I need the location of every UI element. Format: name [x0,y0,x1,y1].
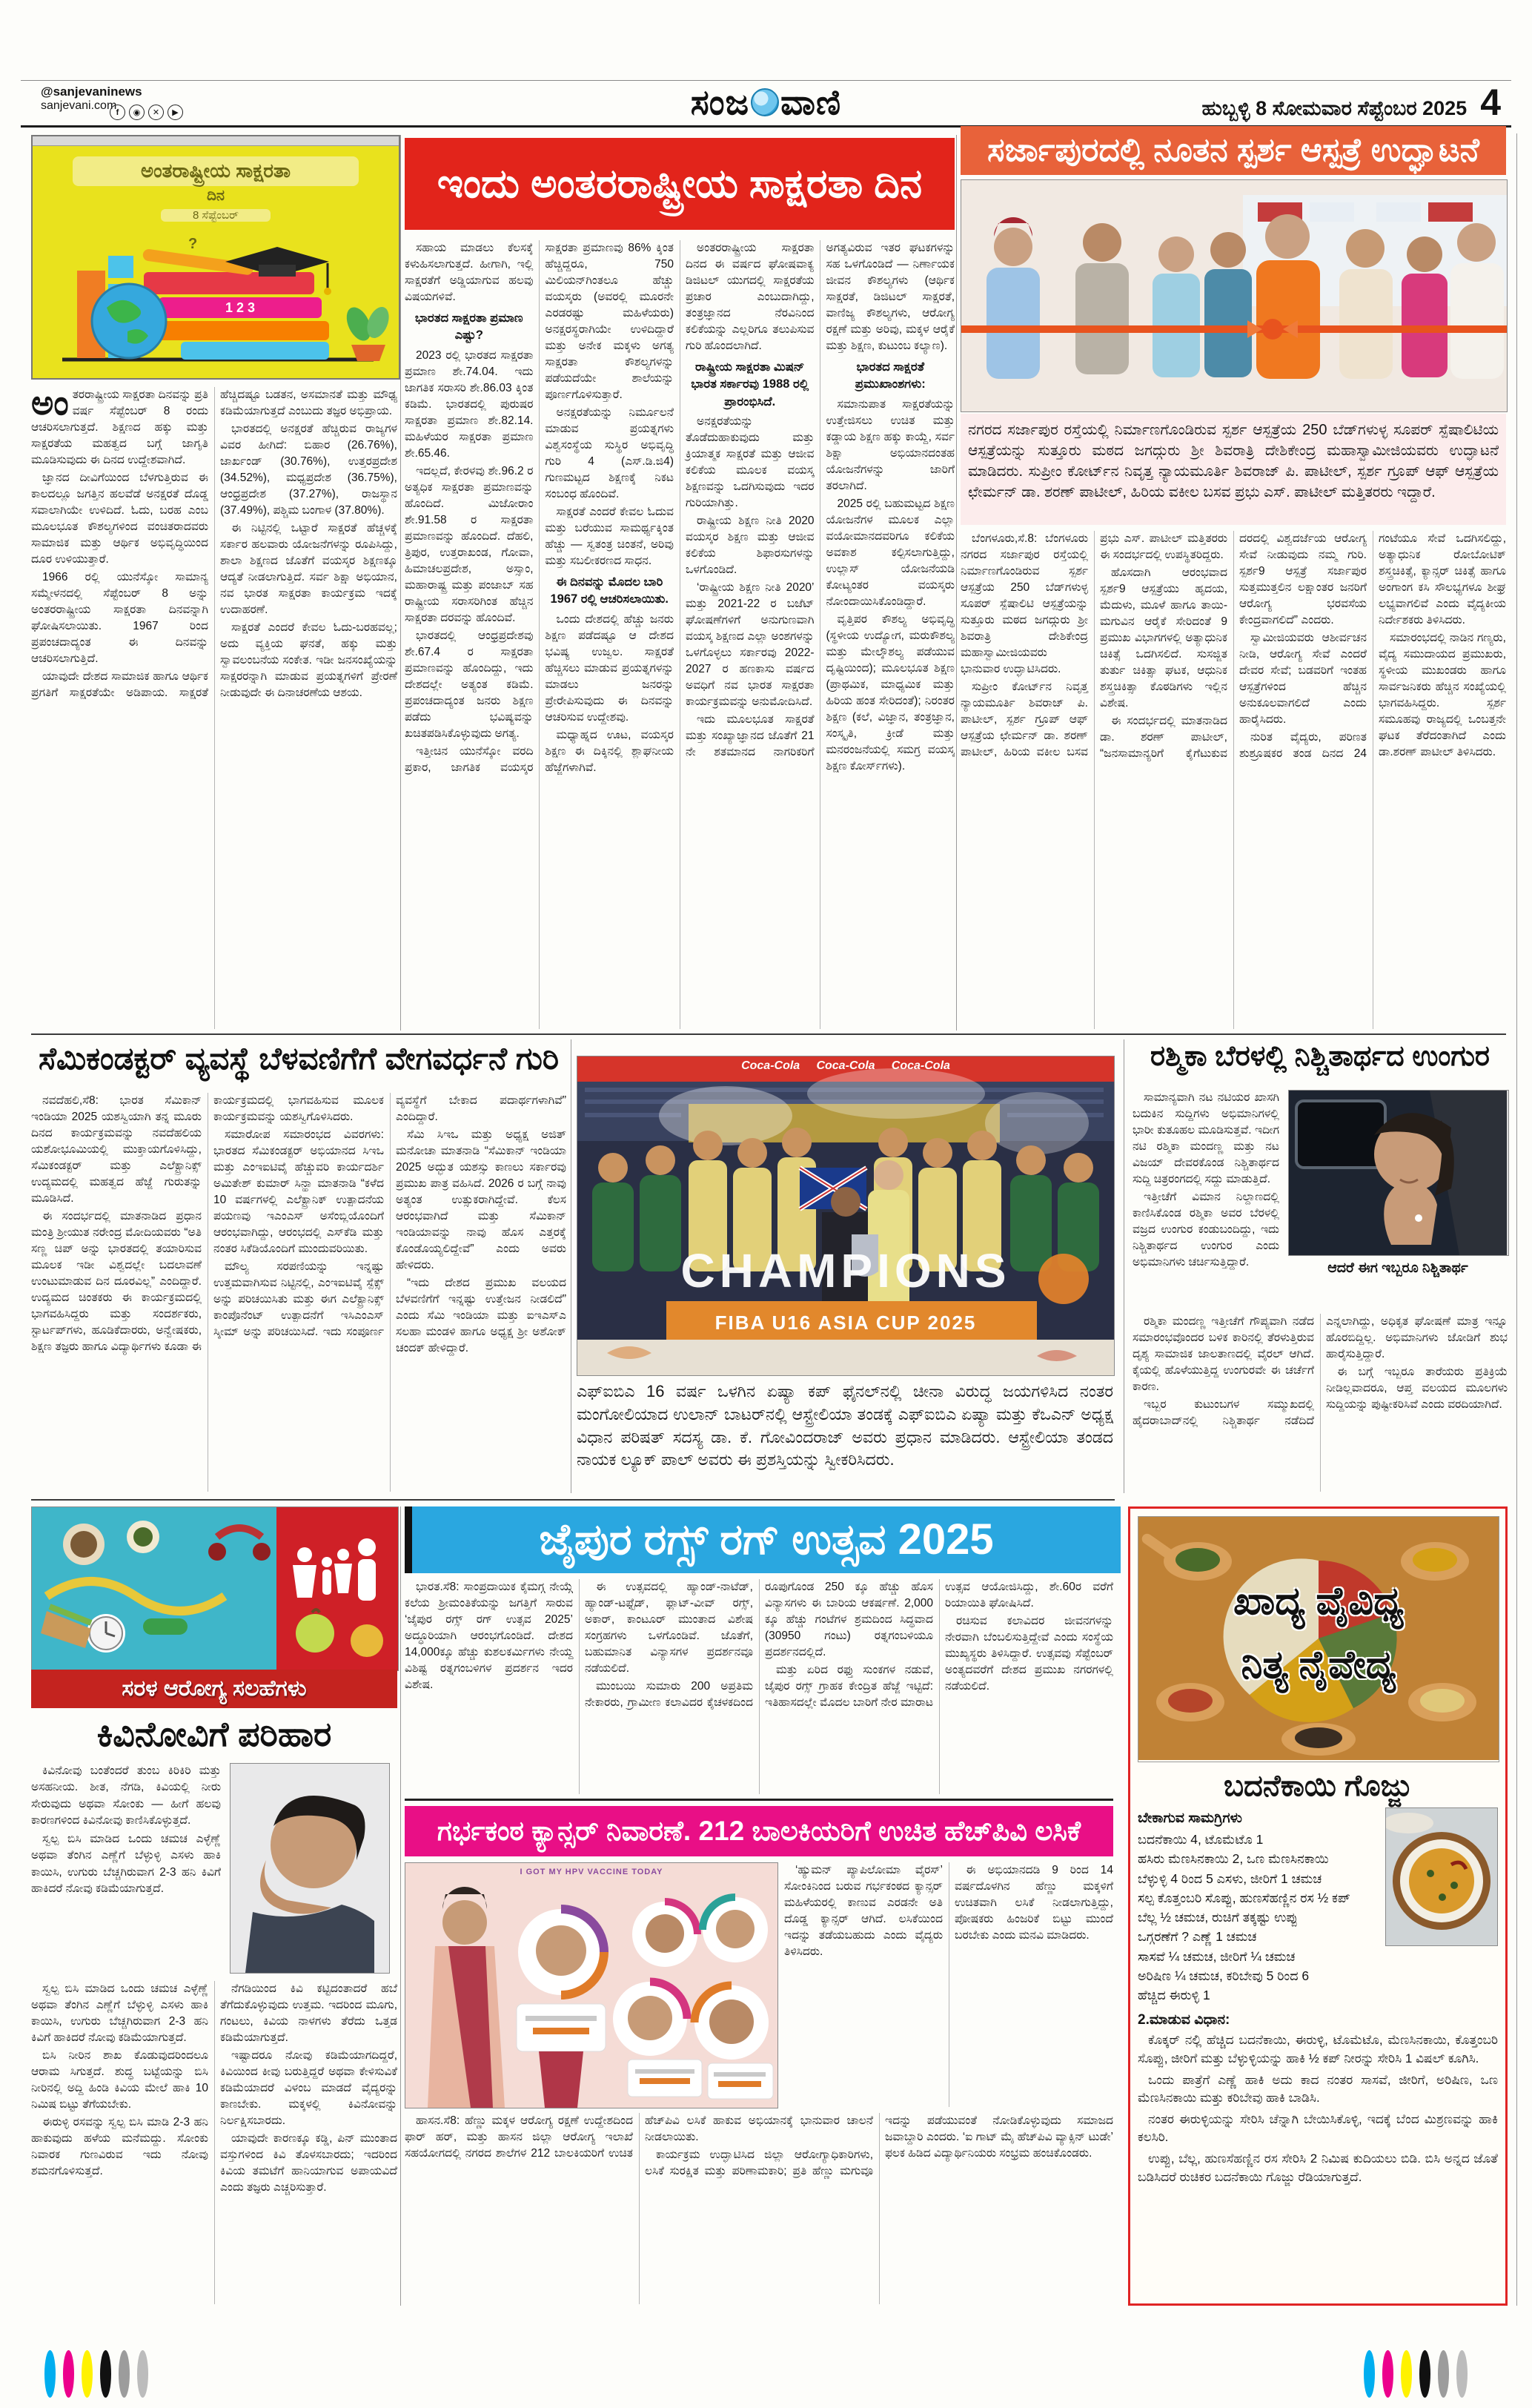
paragraph: ಯಾವುದೇ ದೇಶದ ಸಾಮಾಜಿಕ ಹಾಗೂ ಆರ್ಥಿಕ ಪ್ರಗತಿಗೆ ಸಾಕ್ಷರತೆಯೇ ಅಡಿಪಾಯ. ಸಾಕ್ಷರತೆ ಹೆಚ್ಚಿದಷ್ಟೂ ಬಡತನ, ಅಸಮಾನತೆ ಮತ್ತು ಮೌಢ್ಯ ಕಡಿಮೆಯಾಗುತ್ತದೆ ಎಂಬುದು ತಜ್ಞರ ಅಭಿಪ್ರಾಯ. [31,388,397,699]
paragraph: “ಇದು ದೇಶದ ಪ್ರಮುಖ ವಲಯದ ಬೆಳವಣಿಗೆಗೆ ಇನ್ನಷ್ಟು ಉತ್ತೇಜನ ನೀಡಲಿದೆ” ಎಂದು ಸೆಮಿ ಇಂಡಿಯಾ ಮತ್ತು ಐಇಎಸ್‌ಎ ಸಲಹಾ ಮಂಡಳಿ ಹಾಗೂ ಅಧ್ಯಕ್ಷ ಶ್ರೀ ಅಶೋಕ್ ಚಂದಕ್ ಹೇಳಿದ್ದಾರೆ. [396,1277,566,1354]
svg-text:1 2 3: 1 2 3 [225,300,256,315]
masthead-right: ವಾಣಿ [780,82,842,122]
spice-overlay-line2: ನಿತ್ಯ ನೈವೇದ್ಯ [1241,1644,1396,1687]
paragraph: ನೆಗಡಿಯಿಂದ ಕಿವಿ ಕಟ್ಟಿದಂತಾದರೆ ಹಬೆ ತೆಗೆದುಕೊಳ್ಳುವುದು ಉತ್ತಮ. ಇದರಿಂದ ಮೂಗು, ಗಂಟಲು, ಕಿವಿಯ ನಾಳಗಳು ತೆರೆದು ಒತ್ತಡ ಕಡಿಮೆಯಾಗುತ್ತದೆ. [220,1982,397,2044]
column-rule [956,135,957,1031]
paragraph: ಈ ಅಭಿಯಾನದಡಿ 9 ರಿಂದ 14 ವರ್ಷದೊಳಗಿನ ಹೆಣ್ಣು ಮಕ್ಕಳಿಗೆ ಉಚಿತವಾಗಿ ಲಸಿಕೆ ನೀಡಲಾಗುತ್ತಿದ್ದು, ಪೋಷಕರು ಹಿಂಜರಿಕೆ ಬಿಟ್ಟು ಮುಂದೆ ಬರಬೇಕು ಎಂದು ಮನವಿ ಮಾಡಿದರು. [955,1864,1113,1942]
yellow-mark [82,2350,93,2398]
jaipur-article [405,1579,1113,1794]
paragraph: ಈ ಸಂದರ್ಭದಲ್ಲಿ ಮಾತನಾಡಿದ ಪ್ರಧಾನ ಮಂತ್ರಿ ಶ್ರೀಯುತ ನರೇಂದ್ರ ಮೋದಿಯವರು “ಅತಿ ಸಣ್ಣ ಚಿಪ್ ಅನ್ನು ಭಾರತದಲ್ಲಿ ತಯಾರಿಸುವ ಮೂಲಕ ಇಡೀ ವಿಶ್ವದಲ್ಲೇ ಬದಲಾವಣೆ ಉಂಟುಮಾಡುವ ದಿನ ದೂರವಿಲ್ಲ” ಎಂದಿದ್ದಾರೆ. ಉದ್ಯಮದ ಚಿಂತಕರು ಈ ಕಾರ್ಯಕ್ರಮದಲ್ಲಿ ಭಾಗವಹಿಸಿದ್ದರು ಮತ್ತು ಸಂದರ್ಶಕರು, ಸ್ಟಾರ್ಟಪ್‌ಗಳು, ಹೂಡಿಕೆದಾರರು, ಅನ್ವೇಷಕರು, ಶಿಕ್ಷಣ ತಜ್ಞರು ಹಾಗೂ ವಿದ್ಯಾರ್ಥಿಗಳು ಕೂಡಾ ಈ ಕಾರ್ಯಕ್ರಮದಲ್ಲಿ ಭಾಗವಹಿಸುವ ಮೂಲಕ ಕಾರ್ಯಕ್ರಮವನ್ನು ಯಶಸ್ವಿಗೊಳಿಸಿದರು. [31,1094,384,1353]
paragraph: ಸಾಕ್ಷರತೆ ಎಂದರೆ ಕೇವಲ ಓದು-ಬರಹವಲ್ಲ; ಅದು ವ್ಯಕ್ತಿಯ ಘನತೆ, ಹಕ್ಕು ಮತ್ತು ಸ್ವಾವಲಂಬನೆಯ ಸಂಕೇತ. ಇಡೀ ಜನಸಂಖ್ಯೆಯನ್ನು ಸಾಕ್ಷರರನ್ನಾಗಿ ಮಾಡುವ ಪ್ರಯತ್ನಗಳಿಗೆ ಪ್ರೇರಣೆ ನೀಡುವುದೇ ಈ ದಿನಾಚರಣೆಯ ಆಶಯ. [220,621,397,699]
column-rule [400,1506,401,2306]
health-intro-row [31,1763,397,1975]
champions-text: CHAMPIONS [680,1244,1011,1297]
recipe-dish-photo [1385,1807,1498,1946]
hpv-bottom-text [405,2113,1113,2304]
band-text: ಸರಳ ಆರೋಗ್ಯ ಸಲಹೆಗಳು [122,1676,307,1701]
paragraph: ಕಾರ್ಯಕ್ರಮ ಉದ್ಘಾಟಿಸಿದ ಜಿಲ್ಲಾ ಆರೋಗ್ಯಾಧಿಕಾರಿಗಳು, ಲಸಿಕೆ ಸುರಕ್ಷಿತ ಮತ್ತು ಪರಿಣಾಮಕಾರಿ; ಪ್ರತಿ ಹೆಣ್ಣು ಮಗುವೂ ಇದನ್ನು ಪಡೆಯುವಂತೆ ನೋಡಿಕೊಳ್ಳುವುದು ಸಮಾಜದ ಜವಾಬ್ದಾರಿ ಎಂದರು. ‘ಐ ಗಾಟ್ ಮೈ ಹೆಚ್‌ಪಿವಿ ವ್ಯಾಕ್ಸಿನ್ ಟುಡೇ’ ಫಲಕ ಹಿಡಿದ ವಿದ್ಯಾರ್ಥಿನಿಯರು ಸಂಭ್ರಮ ಹಂಚಿಕೊಂಡರು. [645,2114,1113,2177]
yellow-mark [1401,2350,1412,2398]
illustration-top-bar [33,136,399,146]
paragraph: ಸಾಮಾನ್ಯವಾಗಿ ನಟ ನಟಿಯರ ಖಾಸಗಿ ಬದುಕಿನ ಸುದ್ದಿಗಳು ಅಭಿಮಾನಿಗಳಲ್ಲಿ ಭಾರೀ ಕುತೂಹಲ ಮೂಡಿಸುತ್ತವೆ. ಇದೀಗ ನಟಿ ರಶ್ಮಿಕಾ ಮಂದಣ್ಣ ಮತ್ತು ನಟ ವಿಜಯ್ ದೇವರಕೊಂಡ ನಿಶ್ಚಿತಾರ್ಥದ ಸುದ್ದಿ ಚಿತ್ರರಂಗದಲ್ಲಿ ಸದ್ದು ಮಾಡುತ್ತಿದೆ. [1133,1091,1279,1185]
cocacola-banner-text: Coca-Cola Coca-Cola Coca-Cola [741,1059,950,1072]
paragraph: ಇಷ್ಟಾದರೂ ನೋವು ಕಡಿಮೆಯಾಗದಿದ್ದರೆ, ಕಿವಿಯಿಂದ ಕೀವು ಬರುತ್ತಿದ್ದರೆ ಅಥವಾ ಕೇಳಿಸುವಿಕೆ ಕಡಿಮೆಯಾದರೆ ವಿಳಂಬ ಮಾಡದೆ ವೈದ್ಯರನ್ನು ಕಾಣಬೇಕು. ಮಕ್ಕಳಲ್ಲಿ ಕಿವಿನೋವನ್ನು ನಿರ್ಲಕ್ಷಿಸಬಾರದು. [220,2049,397,2127]
dateline: ಹುಬ್ಬಳ್ಳಿ 8 ಸೋಮವಾರ ಸೆಪ್ಟೆಂಬರ 2025 [1201,97,1468,119]
page-number: 4 [1480,82,1501,123]
headline-text: ಕಿವಿನೋವಿಗೆ ಪರಿಹಾರ [96,1715,332,1753]
headline-text: ಸೆಮಿಕಂಡಕ್ಟರ್ ವ್ಯವಸ್ಥೆ ಬೆಳವಣಿಗೆಗೆ ವೇಗವರ್ಧನೆ ಗುರಿ [38,1041,560,1076]
subhead-national-mission: ರಾಷ್ಟ್ರೀಯ ಸಾಕ್ಷರತಾ ಮಿಷನ್ ಭಾರತ ಸರ್ಕಾರವು 1988 ರಲ್ಲಿ ಪ್ರಾರಂಭಿಸಿದೆ. [691,360,809,408]
header-top-rule [21,80,1511,81]
lightgray-mark [137,2350,148,2398]
paragraph: ಬೆಂಗಳೂರು,ಸೆ.8: ಬೆಂಗಳೂರು ನಗರದ ಸರ್ಜಾಪುರ ರಸ್ತೆಯಲ್ಲಿ ನಿರ್ಮಾಣಗೊಂಡಿರುವ ಸ್ಪರ್ಶ ಆಸ್ಪತ್ರೆಯ 250 ಬೆಡ್‌ಗಳುಳ್ಳ ಸೂಪರ್ ಸ್ಪೆಷಾಲಿಟಿ ಆಸ್ಪತ್ರೆಯನ್ನು ಸುತ್ತೂರು ಮಠದ ಜಗದ್ಗುರು ಶ್ರೀ ಶಿವರಾತ್ರಿ ದೇಶಿಕೇಂದ್ರ ಮಹಾಸ್ವಾಮೀಜಿಯವರು ಭಾನುವಾರ ಉದ್ಘಾಟಿಸಿದರು. [961,532,1088,675]
hpv-headline: ಗರ್ಭಕಂಠ ಕ್ಯಾನ್ಸರ್ ನಿವಾರಣೆ. 212 ಬಾಲಕಿಯರಿಗೆ ಉಚಿತ ಹೆಚ್‌ಪಿವಿ ಲಸಿಕೆ [437,1815,1081,1846]
ingredient: ಬದನೆಕಾಯಿ 4, ಟೊಮೆಟೊ 1 [1138,1832,1264,1847]
ingredient: ಹೆಚ್ಚಿದ ಈರುಳ್ಳಿ 1 [1138,1988,1210,2002]
paragraph: ಈ ನಿಟ್ಟಿನಲ್ಲಿ ಒಟ್ಟಾರೆ ಸಾಕ್ಷರತೆ ಹೆಚ್ಚಳಕ್ಕೆ ಸರ್ಕಾರ ಹಲವಾರು ಯೋಜನೆಗಳನ್ನು ರೂಪಿಸಿದ್ದು, ಶಾಲಾ ಶಿಕ್ಷಣದ ಜೊತೆಗೆ ವಯಸ್ಕರ ಶಿಕ್ಷಣಕ್ಕೂ ಆದ್ಯತೆ ನೀಡಲಾಗುತ್ತಿದೆ. ಸರ್ವ ಶಿಕ್ಷಾ ಅಭಿಯಾನ, ನವ ಭಾರತ ಸಾಕ್ಷರತಾ ಕಾರ್ಯಕ್ರಮ ಇದಕ್ಕೆ ಉದಾಹರಣೆ. [220,522,397,616]
paragraph: ಅಂತರರಾಷ್ಟ್ರೀಯ ಸಾಕ್ಷರತಾ ದಿನದ ಈ ವರ್ಷದ ಘೋಷವಾಕ್ಯ ಡಿಜಿಟಲ್ ಯುಗದಲ್ಲಿ ಸಾಕ್ಷರತೆಯ ಪ್ರಚಾರ ಎಂಬುದಾಗಿದ್ದು, ತಂತ್ರಜ್ಞಾನದ ನೆರವಿನಿಂದ ಕಲಿಕೆಯನ್ನು ಎಲ್ಲರಿಗೂ ತಲುಪಿಸುವ ಗುರಿ ಹೊಂದಲಾಗಿದೆ. [686,242,815,352]
illustration-title: ಅಂತರಾಷ್ಟ್ರೀಯ ಸಾಕ್ಷರತಾ [73,156,358,186]
social-handle: @sanjevaninews [41,85,142,99]
paragraph: ‘ಹ್ಯುಮನ್ ಪ್ಯಾಪಿಲೋಮಾ ವೈರಸ್’ ಸೋಂಕಿನಿಂದ ಬರುವ ಗರ್ಭಕಂಠದ ಕ್ಯಾನ್ಸರ್ ಮಹಿಳೆಯರಲ್ಲಿ ಕಾಣುವ ಎರಡನೇ ಅತಿ ದೊಡ್ಡ ಕ್ಯಾನ್ಸರ್ ಆಗಿದೆ. ಲಸಿಕೆಯಿಂದ ಇದನ್ನು ತಡೆಯಬಹುದು ಎಂದು ವೈದ್ಯರು ತಿಳಿಸಿದರು. [784,1864,943,1958]
literacy-left-article [31,387,397,1029]
paragraph: ಜ್ಞಾನದ ದೀವಿಗೆಯಿಂದ ಬೆಳಗುತ್ತಿರುವ ಈ ಕಾಲದಲ್ಲೂ ಜಗತ್ತಿನ ಹಲವೆಡೆ ಅನಕ್ಷರತೆ ದೊಡ್ಡ ಸವಾಲಾಗಿಯೇ ಉಳಿದಿದೆ. ಓದು, ಬರಹ ಎಂಬ ಮೂಲಭೂತ ಕೌಶಲ್ಯಗಳಿಂದ ವಂಚಿತರಾದವರು ಸಾಮಾಜಿಕ ಮತ್ತು ಆರ್ಥಿಕ ಅಭಿವೃದ್ಧಿಯಿಂದ ದೂರ ಉಳಿಯುತ್ತಾರೆ. [31,472,208,566]
paragraph: ಸಾಕ್ಷರತೆ ಎಂದರೆ ಕೇವಲ ಓದುವ ಮತ್ತು ಬರೆಯುವ ಸಾಮರ್ಥ್ಯಕ್ಕಿಂತ ಹೆಚ್ಚು — ಸ್ವತಂತ್ರ ಚಿಂತನೆ, ಅರಿವು ಮತ್ತು ಸಬಲೀಕರಣದ ಸಾಧನ. [545,506,674,567]
hpv-side-text [784,1862,1113,2107]
method-step: ಒಂದು ಪಾತ್ರೆಗೆ ಎಣ್ಣೆ ಹಾಕಿ ಅದು ಕಾದ ನಂತರ ಸಾಸವೆ, ಜೀರಿಗೆ, ಅರಿಷಿಣ, ಒಣ ಮೆಣಸಿನಕಾಯಿ ಮತ್ತು ಕರಿಬೇವು ಹಾಕಿ ಬಾಡಿಸಿ. [1138,2072,1498,2106]
hospital-article [961,531,1506,1029]
paragraph: ಇತ್ತೀಚೆಗೆ ವಿಮಾನ ನಿಲ್ದಾಣದಲ್ಲಿ ಕಾಣಿಸಿಕೊಂಡ ರಶ್ಮಿಕಾ ಅವರ ಬೆರಳಲ್ಲಿ ವಜ್ರದ ಉಂಗುರ ಕಂಡುಬಂದಿದ್ದು, ಇದು ನಿಶ್ಚಿತಾರ್ಥದ ಉಂಗುರ ಎಂದು ಅಭಿಮಾನಿಗಳು ಚರ್ಚಿಸುತ್ತಿದ್ದಾರೆ. [1133,1191,1279,1268]
method-list [1138,2031,1498,2186]
gray-mark [119,2350,130,2398]
paragraph: ಇದಲ್ಲದೆ, ಕೇರಳವು ಶೇ.96.2 ರ ಅತ್ಯಧಿಕ ಸಾಕ್ಷರತಾ ಪ್ರಮಾಣವನ್ನು ಹೊಂದಿದೆ. ಮಿಜೋರಾಂ ಶೇ.91.58 ರ ಸಾಕ್ಷರತಾ ಪ್ರಮಾಣವನ್ನು ಹೊಂದಿದೆ. ದೆಹಲಿ, ತ್ರಿಪುರ, ಉತ್ತರಾಖಂಡ, ಗೋವಾ, ಹಿಮಾಚಲಪ್ರದೇಶ, ಅಸ್ಸಾಂ, ಮಹಾರಾಷ್ಟ್ರ ಮತ್ತು ಪಂಜಾಬ್ ಸಹ ರಾಷ್ಟ್ರೀಯ ಸರಾಸರಿಗಿಂತ ಹೆಚ್ಚಿನ ಸಾಕ್ಷರತಾ ದರವನ್ನು ಹೊಂದಿವೆ. [405,464,534,624]
paragraph: ಹೊಸದಾಗಿ ಆರಂಭವಾದ ಸ್ಪರ್ಶ9 ಆಸ್ಪತ್ರೆಯು ಹೃದಯ, ಮೆದುಳು, ಮೂಳೆ ಹಾಗೂ ತಾಯಿ-ಮಗುವಿನ ಆರೈಕೆ ಸೇರಿದಂತೆ 9 ಪ್ರಮುಖ ವಿಭಾಗಗಳಲ್ಲಿ ಅತ್ಯಾಧುನಿಕ ಚಿಕಿತ್ಸೆ ಒದಗಿಸಲಿದೆ. ಸುಸಜ್ಜಿತ ತುರ್ತು ಚಿಕಿತ್ಸಾ ಘಟಕ, ಆಧುನಿಕ ಶಸ್ತ್ರಚಿಕಿತ್ಸಾ ಕೊಠಡಿಗಳು ಇಲ್ಲಿನ ವಿಶೇಷ. [1100,566,1227,710]
section-rule [405,1799,1113,1801]
semicon-article [31,1093,566,1492]
paragraph: ರಚಿಸುವ ಕಲಾವಿದರ ಜೀವನಗಳನ್ನು ನೇರವಾಗಿ ಬೆಂಬಲಿಸುತ್ತಿದ್ದೇವೆ ಎಂದು ಸಂಸ್ಥೆಯ ಮುಖ್ಯಸ್ಥರು ತಿಳಿಸಿದ್ದಾರೆ. ಉತ್ಸವವು ಸೆಪ್ಟೆಂಬರ್ ಅಂತ್ಯದವರೆಗೆ ದೇಶದ ಪ್ರಮುಖ ನಗರಗಳಲ್ಲಿ ನಡೆಯಲಿದೆ. [945,1615,1113,1693]
paragraph: ಅನಕ್ಷರತೆಯನ್ನು ನಿರ್ಮೂಲನೆ ಮಾಡುವ ಪ್ರಯತ್ನಗಳು ವಿಶ್ವಸಂಸ್ಥೆಯ ಸುಸ್ಥಿರ ಅಭಿವೃದ್ಧಿ ಗುರಿ 4 (ಎಸ್.ಡಿ.ಜಿ4) ಗುಣಮಟ್ಟದ ಶಿಕ್ಷಣಕ್ಕೆ ನಿಕಟ ಸಂಬಂಧ ಹೊಂದಿವೆ. [545,406,674,500]
ingredient: ಹಸಿರು ಮೆಣಸಿನಕಾಯಿ 2, ಒಣ ಮೆಣಸಿನಕಾಯಿ [1138,1851,1329,1867]
rashmika-headline [1133,1041,1508,1073]
paragraph: 1966 ರಲ್ಲಿ ಯುನೆಸ್ಕೋ ಸಾಮಾನ್ಯ ಸಮ್ಮೇಳನದಲ್ಲಿ ಸೆಪ್ಟೆಂಬರ್ 8 ಅನ್ನು ಅಂತರರಾಷ್ಟ್ರೀಯ ಸಾಕ್ಷರತಾ ದಿನವನ್ನಾಗಿ ಘೋಷಿಸಲಾಯಿತು. 1967 ರಿಂದ ಪ್ರಪಂಚದಾದ್ಯಂತ ಈ ದಿನವನ್ನು ಆಚರಿಸಲಾಗುತ್ತಿದೆ. [31,571,208,665]
caption-text: ನಗರದ ಸರ್ಜಾಪುರ ರಸ್ತೆಯಲ್ಲಿ ನಿರ್ಮಾಣಗೊಂಡಿರುವ ಸ್ಪರ್ಶ ಆಸ್ಪತ್ರೆಯ 250 ಬೆಡ್‌ಗಳುಳ್ಳ ಸೂಪರ್ ಸ್ಪೆಷಾಲಿಟಿಯ ಆಸ್ಪತ್ರೆಯನ್ನು ಸುತ್ತೂರು ಮಠದ ಜಗದ್ಗುರು ಶ್ರೀ ಶಿವರಾತ್ರಿ ದೇಶಿಕೇಂದ್ರ ಮಹಾಸ್ವಾಮೀಜಿಯವರು ಉದ್ಘಾಟನೆ ಮಾಡಿದರು. ಸುಪ್ರೀಂ ಕೋರ್ಟ್‌ನ ನಿವೃತ್ತ ನ್ಯಾಯಮೂರ್ತಿ ಶಿವರಾಜ್ ಪಿ. ಪಾಟೀಲ್, ಸ್ಪರ್ಶ ಗ್ರೂಪ್ ಆಫ್ ಆಸ್ಪತ್ರೆಯ ಛೇರ್ಮನ್ ಡಾ. ಶರಣ್ ಪಾಟೀಲ್, ಹಿರಿಯ ವಕೀಲ ಬಸವ ಪ್ರಭು ಎಸ್. ಪಾಟೀಲ್ ಮತ್ತಿತರರು ಇದ್ದಾರೆ. [968,422,1499,500]
method-step: ಉಪ್ಪು, ಬೆಲ್ಲ, ಹುಣಸೆಹಣ್ಣಿನ ರಸ ಸೇರಿಸಿ 2 ನಿಮಿಷ ಕುದಿಯಲು ಬಿಡಿ. ಬಿಸಿ ಅನ್ನದ ಜೊತೆ ಬಡಿಸಿದರೆ ರುಚಿಕರ ಬದನೆಕಾಯಿ ಗೊಜ್ಜು ರೆಡಿಯಾಗುತ್ತದೆ. [1138,2151,1498,2184]
books-globe-graphic [33,226,399,367]
paragraph: ಸ್ವಲ್ಪ ಬಿಸಿ ಮಾಡಿದ ಒಂದು ಚಮಚ ಎಳ್ಳೆಣ್ಣೆ ಅಥವಾ ತೆಂಗಿನ ಎಣ್ಣೆಗೆ ಬೆಳ್ಳುಳ್ಳಿ ಎಸಳು ಹಾಕಿ ಕಾಯಿಸಿ, ಉಗುರು ಬೆಚ್ಚಗಿರುವಾಗ 2-3 ಹನಿ ಕಿವಿಗೆ ಹಾಕಿದರೆ ನೋವು ಕಡಿಮೆಯಾಗುತ್ತದೆ. [31,1982,208,2044]
section-rule [31,1499,1115,1501]
ingredient: ಸಾಸವೆ ¼ ಚಮಚ, ಜೀರಿಗೆ ¼ ಚಮಚ [1138,1948,1296,1964]
health-headline [31,1714,397,1756]
ingredient: ಸಲ್ಪ ಕೊತ್ತಂಬರಿ ಸೊಪ್ಪು, ಹುಣಸೆಹಣ್ಣಿನ ರಸ ½ ಕಪ್ [1138,1890,1350,1905]
paragraph: ರಶ್ಮಿಕಾ ಮಂದಣ್ಣ ಇತ್ತೀಚೆಗೆ ಗೌಪ್ಯವಾಗಿ ನಡೆದ ಸಮಾರಂಭವೊಂದರ ಬಳಿಕ ಕಾರಿನಲ್ಲಿ ತೆರಳುತ್ತಿರುವ ದೃಶ್ಯ ಸಾಮಾಜಿಕ ಜಾಲತಾಣದಲ್ಲಿ ವೈರಲ್ ಆಗಿದೆ. ಕೈಯಲ್ಲಿ ಹೊಳೆಯುತ್ತಿದ್ದ ಉಂಗುರವೇ ಈ ಚರ್ಚೆಗೆ ಕಾರಣ. [1133,1315,1314,1393]
hospital-headline: ಸರ್ಜಾಪುರದಲ್ಲಿ ನೂತನ ಸ್ಪರ್ಶ ಆಸ್ಪತ್ರೆ ಉದ್ಘಾಟನೆ [987,132,1479,168]
hospital-inauguration-photo [961,179,1508,412]
literacy-headline: ಇಂದು ಅಂತರರಾಷ್ಟ್ರೀಯ ಸಾಕ್ಷರತಾ ದಿನ [437,161,923,206]
semicon-headline [31,1041,566,1077]
health-montage-photo [31,1506,399,1671]
rashmika-photo-stack [1288,1090,1508,1306]
rashmika-photo [1288,1090,1509,1256]
paragraph: ಇತ್ತೀಚಿನ ಯುನೆಸ್ಕೋ ವರದಿ ಪ್ರಕಾರ, ಜಾಗತಿಕ ವಯಸ್ಕರ ಸಾಕ್ಷರತಾ ಪ್ರಮಾಣವು 86% ಕ್ಕಿಂತ ಹೆಚ್ಚಿದ್ದರೂ, 750 ಮಿಲಿಯನ್‌ಗಿಂತಲೂ ಹೆಚ್ಚು ವಯಸ್ಕರು (ಅವರಲ್ಲಿ ಮೂರನೇ ಎರಡರಷ್ಟು ಮಹಿಳೆಯರು) ಅನಕ್ಷರಸ್ಥರಾಗಿಯೇ ಉಳಿದಿದ್ದಾರೆ ಮತ್ತು ಅನೇಕ ಮಕ್ಕಳು ಅಗತ್ಯ ಸಾಕ್ಷರತಾ ಕೌಶಲ್ಯಗಳನ್ನು ಪಡೆಯದೆಯೇ ಶಾಲೆಯನ್ನು ಪೂರ್ಣಗೊಳಿಸುತ್ತಾರೆ. [405,242,674,774]
gray-mark [1438,2350,1449,2398]
paragraph: ಸ್ವಲ್ಪ ಬಿಸಿ ಮಾಡಿದ ಒಂದು ಚಮಚ ಎಳ್ಳೆಣ್ಣೆ ಅಥವಾ ತೆಂಗಿನ ಎಣ್ಣೆಗೆ ಬೆಳ್ಳುಳ್ಳಿ ಎಸಳು ಹಾಕಿ ಕಾಯಿಸಿ, ಉಗುರು ಬೆಚ್ಚಗಿರುವಾಗ 2-3 ಹನಿ ಕಿವಿಗೆ ಹಾಕಿದರೆ ನೋವು ಕಡಿಮೆಯಾಗುತ್ತದೆ. [31,1832,221,1896]
health-band [31,1670,397,1708]
caption-text: ಎಫ್‌ಐಬಿಎ 16 ವರ್ಷ ಒಳಗಿನ ಏಷ್ಯಾ ಕಪ್ ಫೈನಲ್‌ನಲ್ಲಿ ಚೀನಾ ವಿರುದ್ಧ ಜಯಗಳಿಸಿದ ನಂತರ ಮಂಗೋಲಿಯಾದ ಉಲಾನ್ ಬಾಟರ್‌ನಲ್ಲಿ ಆಸ್ಟ್ರೇಲಿಯಾ ತಂಡಕ್ಕೆ ಎಫ್‌ಐಬಿಎ ಏಷ್ಯಾ ಮತ್ತು ಕೆಒಎನ್ ಅಧ್ಯಕ್ಷ ವಿಧಾನ ಪರಿಷತ್ ಸದಸ್ಯ ಡಾ. ಕೆ. ಗೋವಿಂದರಾಜ್ ಅವರು ಪ್ರಧಾನ ಮಾಡಿದರು. ಆಸ್ಟ್ರೇಲಿಯಾ ತಂಡದ ನಾಯಕ ಲ್ಯೂಕ್ ಪಾಲ್ ಅವರು ಈ ಪ್ರಶಸ್ತಿಯನ್ನು ಸ್ವೀಕರಿಸಿದರು. [577,1382,1113,1469]
paragraph: ನವದೆಹಲಿ,ಸೆ8: ಭಾರತ ಸೆಮಿಕಾನ್ ಇಂಡಿಯಾ 2025 ಯಶಸ್ವಿಯಾಗಿ ತನ್ನ ಮೂರು ದಿನದ ಕಾರ್ಯಕ್ರಮವನ್ನು ನವದೆಹಲಿಯ ಯಶೋಭೂಮಿಯಲ್ಲಿ ಮುಕ್ತಾಯಗೊಳಿಸಿದ್ದು, ಸೆಮಿಕಂಡಕ್ಟರ್ ಮತ್ತು ಎಲೆಕ್ಟ್ರಾನಿಕ್ಸ್ ಉದ್ಯಮದಲ್ಲಿ ಮಹತ್ವದ ಹೆಜ್ಜೆ ಗುರುತನ್ನು ಮೂಡಿಸಿದೆ. [31,1094,202,1205]
illustration-subtitle: ದಿನ [206,188,225,204]
magenta-mark [63,2350,74,2398]
facebook-icon: f [110,105,125,120]
placard-text: I GOT MY HPV VACCINE TODAY [520,1868,663,1876]
paragraph: ಸಮಾರೋಪ ಸಮಾರಂಭದ ವಿವರಗಳು: ಭಾರತದ ಸೆಮಿಕಂಡಕ್ಟರ್ ಅಭಿಯಾನದ ಸಿಇಒ ಮತ್ತು ಎಂಇಐಟಿವೈ ಹೆಚ್ಚುವರಿ ಕಾರ್ಯದರ್ಶಿ ಅಮಿತೇಶ್ ಕುಮಾರ್ ಸಿನ್ಹಾ ಮಾತನಾಡಿ “ಕಳೆದ 10 ವರ್ಷಗಳಲ್ಲಿ ಎಲೆಕ್ಟ್ರಾನಿಕ್ ಉತ್ಪಾದನೆಯ ಪಯಣವು ಇಎಂಎಸ್ ಅಸೆಂಬ್ಲಿಯೊಂದಿಗೆ ಆರಂಭವಾಗಿದ್ದು, ಆರಂಭದಲ್ಲಿ ಎಸ್‌ಕೆಡಿ ಮತ್ತು ನಂತರ ಸಿಕೆಡಿಯೊಂದಿಗೆ ಮುಂದುವರಿಯಿತು. [213,1128,384,1255]
subhead-first-observed: ಈ ದಿನವನ್ನು ಮೊದಲ ಬಾರಿ 1967 ರಲ್ಲಿ ಆಚರಿಸಲಾಯಿತು. [550,575,669,606]
globe-icon [751,88,779,116]
paragraph: ಹಾಸನ.ಸೆ8: ಹೆಣ್ಣು ಮಕ್ಕಳ ಆರೋಗ್ಯ ರಕ್ಷಣೆ ಉದ್ದೇಶದಿಂದ ಫಾರ್ ಹರ್, ಮತ್ತು ಹಾಸನ ಜಿಲ್ಲಾ ಆರೋಗ್ಯ ಇಲಾಖೆ ಸಹಯೋಗದಲ್ಲಿ ನಗರದ ಶಾಲೆಗಳ 212 ಬಾಲಕಿಯರಿಗೆ ಉಚಿತ ಹೆಚ್‌ಪಿವಿ ಲಸಿಕೆ ಹಾಕುವ ಅಭಿಯಾನಕ್ಕೆ ಭಾನುವಾರ ಚಾಲನೆ ನೀಡಲಾಯಿತು. [405,2114,873,2160]
illustration-date: 8 ಸೆಪ್ಟೆಂಬರ್ [161,209,271,222]
rashmika-top-row [1133,1090,1508,1306]
paragraph: ಇದು ಮೂಲಭೂತ ಸಾಕ್ಷರತೆ ಮತ್ತು ಸಂಖ್ಯಾಜ್ಞಾನದ ಜೊತೆಗೆ 21 ನೇ ಶತಮಾನದ ನಾಗರಿಕರಿಗೆ ಅಗತ್ಯವಿರುವ ಇತರ ಘಟಕಗಳನ್ನು ಸಹ ಒಳಗೊಂಡಿದೆ — ನಿರ್ಣಾಯಕ ಜೀವನ ಕೌಶಲ್ಯಗಳು (ಆರ್ಥಿಕ ಸಾಕ್ಷರತೆ, ಡಿಜಿಟಲ್ ಸಾಕ್ಷರತೆ, ವಾಣಿಜ್ಯ ಕೌಶಲ್ಯಗಳು, ಆರೋಗ್ಯ ರಕ್ಷಣೆ ಮತ್ತು ಅರಿವು, ಮಕ್ಕಳ ಆರೈಕೆ ಮತ್ತು ಶಿಕ್ಷಣ, ಕುಟುಂಬ ಕಲ್ಯಾಣ). [686,242,955,759]
literacy-day-illustration [31,135,400,380]
paragraph: ಮಧ್ಯಾಹ್ನದ ಊಟ, ವಯಸ್ಕರ ಶಿಕ್ಷಣ ಈ ದಿಕ್ಕಿನಲ್ಲಿ ಶ್ಲಾಘನೀಯ ಹೆಜ್ಜೆಗಳಾಗಿವೆ. [545,728,674,774]
black-mark [1419,2350,1430,2398]
paragraph: ಯಾವುದೇ ಕಾರಣಕ್ಕೂ ಕಡ್ಡಿ, ಪಿನ್ ಮುಂತಾದ ವಸ್ತುಗಳಿಂದ ಕಿವಿ ತೊಳಸಬಾರದು; ಇದರಿಂದ ಕಿವಿಯ ತಮಟೆಗೆ ಹಾನಿಯಾಗುವ ಅಪಾಯವಿದೆ ಎಂದು ತಜ್ಞರು ಎಚ್ಚರಿಸುತ್ತಾರೆ. [220,2132,397,2194]
paragraph: ಇಬ್ಬರ ಕುಟುಂಬಗಳ ಸಮ್ಮುಖದಲ್ಲಿ ಹೈದರಾಬಾದ್‌ನಲ್ಲಿ ನಿಶ್ಚಿತಾರ್ಥ ನಡೆದಿದೆ ಎನ್ನಲಾಗಿದ್ದು, ಅಧಿಕೃತ ಘೋಷಣೆ ಮಾತ್ರ ಇನ್ನೂ ಹೊರಬಿದ್ದಿಲ್ಲ. ಅಭಿಮಾನಿಗಳು ಜೋಡಿಗೆ ಶುಭ ಹಾರೈಸುತ್ತಿದ್ದಾರೆ. [1133,1315,1508,1427]
method-step: ಕೊಕ್ಕರ್ ನಲ್ಲಿ ಹೆಚ್ಚಿದ ಬದನೆಕಾಯಿ, ಈರುಳ್ಳಿ, ಟೊಮೆಟೊ, ಮೆಣಸಿನಕಾಯಿ, ಕೊತ್ತಂಬರಿ ಸೊಪ್ಪು, ಜೀರಿಗೆ ಮತ್ತು ಬೆಳ್ಳುಳ್ಳಿಯನ್ನು ಹಾಕಿ ½ ಕಪ್ ನೀರನ್ನು ಸೇರಿಸಿ 1 ವಿಷಲ್ ಕೂಗಿಸಿ. [1138,2033,1498,2065]
ingredient: ಒಗ್ಗರಣೆಗೆ ? ಎಣ್ಣೆ 1 ಚಮಚ [1138,1929,1257,1945]
hospital-photo-caption [961,414,1506,525]
section-rule [31,1033,1506,1035]
paragraph: ಸಮಾನುಪಾತ ಸಾಕ್ಷರತೆಯನ್ನು ಉತ್ತೇಜಿಸಲು ಉಚಿತ ಮತ್ತು ಕಡ್ಡಾಯ ಶಿಕ್ಷಣ ಹಕ್ಕು ಕಾಯ್ದೆ, ಸರ್ವ ಶಿಕ್ಷಾ ಅಭಿಯಾನದಂತಹ ಯೋಜನೆಗಳನ್ನು ಜಾರಿಗೆ ತರಲಾಗಿದೆ. [826,397,955,492]
paragraph: ಕಿವಿನೋವು ಬಂತೆಂದರೆ ತುಂಬ ಕಿರಿಕಿರಿ ಮತ್ತು ಅಸಹನೀಯ. ಶೀತ, ನೆಗಡಿ, ಕಿವಿಯಲ್ಲಿ ನೀರು ಸೇರುವುದು ಅಥವಾ ಸೋಂಕು — ಹೀಗೆ ಹಲವು ಕಾರಣಗಳಿಂದ ಕಿವಿನೋವು ಕಾಣಿಸಿಕೊಳ್ಳುತ್ತದೆ. [31,1764,221,1828]
paragraph: ವೃತ್ತಿಪರ ಕೌಶಲ್ಯ ಅಭಿವೃದ್ಧಿ (ಸ್ಥಳೀಯ ಉದ್ಯೋಗ, ಮರುಕೌಶಲ್ಯ ಮತ್ತು ಮೇಲ್ಕೌಶಲ್ಯ ಪಡೆಯುವ ದೃಷ್ಟಿಯಿಂದ); ಮೂಲಭೂತ ಶಿಕ್ಷಣ (ಪ್ರಾಥಮಿಕ, ಮಾಧ್ಯಮಿಕ ಮತ್ತು ಹಿರಿಯ ಹಂತ ಸೇರಿದಂತೆ); ನಿರಂತರ ಶಿಕ್ಷಣ (ಕಲೆ, ವಿಜ್ಞಾನ, ತಂತ್ರಜ್ಞಾನ, ಸಂಸ್ಕೃತಿ, ಕ್ರೀಡೆ ಮತ್ತು ಮನರಂಜನೆಯಲ್ಲಿ ಸಮಗ್ರ ವಯಸ್ಕ ಶಿಕ್ಷಣ ಕೋರ್ಸ್‌ಗಳು). [826,612,955,773]
hpv-vaccination-photo [405,1862,778,2108]
registration-marks-left [44,2350,148,2398]
hospital-headline-banner [961,126,1506,175]
spice-overlay-line1: ಖಾದ್ಯ ವೈವಿಧ್ಯ [1233,1580,1404,1623]
subhead-highlights: ಭಾರತದ ಸಾಕ್ಷರತೆ ಪ್ರಮುಖಾಂಶಗಳು: [855,360,926,391]
page-edge-rule [1516,133,1517,2306]
paragraph: 2023 ರಲ್ಲಿ ಭಾರತದ ಸಾಕ್ಷರತಾ ಪ್ರಮಾಣ ಶೇ.74.04. ಇದು ಜಾಗತಿಕ ಸರಾಸರಿ ಶೇ.86.03 ಕ್ಕಿಂತ ಕಡಿಮೆ. ಭಾರತದಲ್ಲಿ ಪುರುಷರ ಸಾಕ್ಷರತಾ ಪ್ರಮಾಣ ಶೇ.82.14. ಮಹಿಳೆಯರ ಸಾಕ್ಷರತಾ ಪ್ರಮಾಣ ಶೇ.65.46. [405,348,534,460]
ingredients-title: ಬೇಕಾಗುವ ಸಾಮಗ್ರಿಗಳು [1138,1810,1242,1826]
paragraph: ಈರುಳ್ಳಿ ರಸವನ್ನು ಸ್ವಲ್ಪ ಬಿಸಿ ಮಾಡಿ 2-3 ಹನಿ ಹಾಕುವುದು ಹಳೆಯ ಮನೆಮದ್ದು. ಸೋಂಕು ನಿವಾರಕ ಗುಣವಿರುವ ಇದು ನೋವು ಶಮನಗೊಳಿಸುತ್ತದೆ. [31,2116,208,2177]
twitter-icon: ✕ [148,105,164,120]
rashmika-photo-caption: ಆದರೆ ಈಗ ಇಬ್ಬರೂ ನಿಶ್ಚಿತಾರ್ಥ [1327,1260,1468,1276]
jaipur-headline-banner [405,1506,1121,1573]
paragraph: ಮೌಲ್ಯ ಸರಪಣಿಯನ್ನು ಇನ್ನಷ್ಟು ಉತ್ತಮವಾಗಿಸುವ ನಿಟ್ಟಿನಲ್ಲಿ, ಎಂಇಐಟಿವೈ ಸ್ಪೆಕ್ಸ್ ಅನ್ನು ಪರಿಚಯಿಸಿತು ಮತ್ತು ಈಗ ಎಲೆಕ್ಟ್ರಾನಿಕ್ಸ್ ಕಾಂಪೊನೆಂಟ್ ಉತ್ಪಾದನೆಗೆ ಇಸಿಎಂಎಸ್ ಸ್ಕೀಮ್ ಅನ್ನು ಪರಿಚಯಿಸಿದೆ. ಇದು ಸಂಪೂರ್ಣ ವ್ಯವಸ್ಥೆಗೆ ಬೇಕಾದ ಪದಾರ್ಥಗಳಾಗಿವೆ” ಎಂದಿದ್ದಾರೆ. [213,1094,566,1338]
spices-photo [1138,1516,1499,1762]
website: sanjevani.com [41,99,117,112]
paragraph: ಭಾರತದಲ್ಲಿ ಅನಕ್ಷರತೆ ಹೆಚ್ಚಿರುವ ರಾಜ್ಯಗಳ ವಿವರ ಹೀಗಿದೆ: ಬಿಹಾರ (26.76%), ಜಾರ್ಖಂಡ್ (30.76%), ಉತ್ತರಪ್ರದೇಶ (34.52%), ಮಧ್ಯಪ್ರದೇಶ (36.75%), ಆಂಧ್ರಪ್ರದೇಶ (37.27%), ರಾಜಸ್ಥಾನ (37.49%), ಪಶ್ಚಿಮ ಬಂಗಾಳ (37.80%). [220,423,397,517]
cyan-mark [1364,2350,1375,2398]
method-step: ನಂತರ ಈರುಳ್ಳಿಯನ್ನು ಸೇರಿಸಿ ಚೆನ್ನಾಗಿ ಬೇಯಿಸಿಕೊಳ್ಳಿ, ಇದಕ್ಕೆ ಬೆಂದ ಮಿಶ್ರಣವನ್ನು ಹಾಕಿ ಕಲಸಿರಿ. [1138,2111,1498,2145]
paragraph: ಸಮಾರಂಭದಲ್ಲಿ ನಾಡಿನ ಗಣ್ಯರು, ವೈದ್ಯ ಸಮುದಾಯದ ಪ್ರಮುಖರು, ಸ್ಥಳೀಯ ಮುಖಂಡರು ಹಾಗೂ ಸಾರ್ವಜನಿಕರು ಹೆಚ್ಚಿನ ಸಂಖ್ಯೆಯಲ್ಲಿ ಭಾಗವಹಿಸಿದ್ದರು. ಸ್ಪರ್ಶ ಸಮೂಹವು ರಾಜ್ಯದಲ್ಲಿ ಒಂಬತ್ತನೇ ಘಟಕ ತೆರೆದಂತಾಗಿದೆ ಎಂದು ಡಾ.ಶರಣ್ ಪಾಟೀಲ್ ತಿಳಿಸಿದರು. [1379,632,1506,758]
paragraph: ಬಿಸಿ ನೀರಿನ ಶಾಖ ಕೊಡುವುದರಿಂದಲೂ ಆರಾಮ ಸಿಗುತ್ತದೆ. ಶುದ್ಧ ಬಟ್ಟೆಯನ್ನು ಬಿಸಿ ನೀರಿನಲ್ಲಿ ಅದ್ದಿ ಹಿಂಡಿ ಕಿವಿಯ ಮೇಲೆ ಹಾಕಿ 10 ನಿಮಿಷ ಬಿಟ್ಟು ತೆಗೆಯಬೇಕು. [31,2049,208,2111]
cyan-mark [44,2350,56,2398]
method-title: 2.ಮಾಡುವ ವಿಧಾನ: [1138,2012,1230,2028]
registration-marks-right [1364,2350,1468,2398]
fiba-caption [577,1380,1113,1492]
recipe-headline: ಬದನೆಕಾಯಿ ಗೊಜ್ಜು [1223,1770,1413,1802]
paragraph: ಭಾರತ.ಸೆ8: ಸಾಂಪ್ರದಾಯಿಕ ಕೈಮಗ್ಗ ನೇಯ್ಗೆ ಕಲೆಯ ಶ್ರೀಮಂತಿಕೆಯನ್ನು ಜಗತ್ತಿಗೆ ಸಾರುವ ‘ಜೈಪುರ ರಗ್ಸ್ ರಗ್ ಉತ್ಸವ 2025’ ಅದ್ಧೂರಿಯಾಗಿ ಆರಂಭಗೊಂಡಿದೆ. ದೇಶದ 14,000ಕ್ಕೂ ಹೆಚ್ಚು ಕುಶಲಕರ್ಮಿಗಳು ನೇಯ್ದ ವಿಶಿಷ್ಟ ರತ್ನಗಂಬಳಿಗಳ ಪ್ರದರ್ಶನ ಇದರ ವಿಶೇಷ. [405,1581,573,1691]
paragraph: ‘ರಾಷ್ಟ್ರೀಯ ಶಿಕ್ಷಣ ನೀತಿ 2020’ ಮತ್ತು 2021-22 ರ ಬಜೆಟ್ ಘೋಷಣೆಗಳಿಗೆ ಅನುಗುಣವಾಗಿ ವಯಸ್ಕ ಶಿಕ್ಷಣದ ಎಲ್ಲಾ ಅಂಶಗಳನ್ನು ಒಳಗೊಳ್ಳಲು ಸರ್ಕಾರವು 2022-2027 ರ ಹಣಕಾಸು ವರ್ಷದ ಅವಧಿಗೆ ನವ ಭಾರತ ಸಾಕ್ಷರತಾ ಕಾರ್ಯಕ್ರಮವನ್ನು ಅನುಮೋದಿಸಿದೆ. [686,581,815,709]
edition-info [1201,82,1501,123]
paragraph: ಈ ಸಂದರ್ಭದಲ್ಲಿ ಮಾತನಾಡಿದ ಡಾ. ಶರಣ್ ಪಾಟೀಲ್, “ಜನಸಾಮಾನ್ಯರಿಗೆ ಕೈಗೆಟುಕುವ ದರದಲ್ಲಿ ವಿಶ್ವದರ್ಜೆಯ ಆರೋಗ್ಯ ಸೇವೆ ನೀಡುವುದು ನಮ್ಮ ಗುರಿ. ಸ್ಪರ್ಶ9 ಆಸ್ಪತ್ರೆ ಸರ್ಜಾಪುರ ಸುತ್ತಮುತ್ತಲಿನ ಲಕ್ಷಾಂತರ ಜನರಿಗೆ ಆರೋಗ್ಯ ಭರವಸೆಯ ಕೇಂದ್ರವಾಗಲಿದೆ” ಎಂದರು. [1100,532,1367,760]
rashmika-bottom-text [1133,1314,1508,1492]
ingredient: ಅರಿಷಿಣ ¼ ಚಮಚ, ಕರಿಬೇವು 5 ರಿಂದ 6 [1138,1968,1310,1983]
paragraph: ಈ ಉತ್ಸವದಲ್ಲಿ ಹ್ಯಾಂಡ್-ನಾಟೆಡ್, ಹ್ಯಾಂಡ್-ಟಫ್ಟೆಡ್, ಫ್ಲಾಟ್-ವೀವ್ ರಗ್ಸ್, ಅಕಾರ್, ಕಾಂಟೂರ್ ಮುಂತಾದ ವಿಶೇಷ ಸಂಗ್ರಹಗಳು ಒಳಗೊಂಡಿವೆ. ಜೊತೆಗೆ, ಬಹುಮಾನಿತ ವಿನ್ಯಾಸಗಳ ಪ್ರದರ್ಶನವೂ ನಡೆಯಲಿದೆ. [585,1581,753,1675]
lightgray-mark [1456,2350,1468,2398]
subhead-literacy-rate: ಭಾರತದ ಸಾಕ್ಷರತಾ ಪ್ರಮಾಣ ಎಷ್ಟು? [414,311,523,343]
lead-paragraph [31,387,208,469]
svg-text:?: ? [188,236,198,252]
health-intro-text [31,1763,221,1975]
recipe-box [1128,1506,1508,2306]
paragraph: 2025 ರಲ್ಲಿ ಬಹುಮಟ್ಟದ ಶಿಕ್ಷಣ ಯೋಜನೆಗಳ ಮೂಲಕ ಎಲ್ಲಾ ವಯೋಮಾನದವರಿಗೂ ಕಲಿಕೆಯ ಅವಕಾಶ ಕಲ್ಪಿಸಲಾಗುತ್ತಿದ್ದು, ಉಲ್ಲಾಸ್ ಯೋಜನೆಯಡಿ ಕೋಟ್ಯಂತರ ವಯಸ್ಕರು ನೋಂದಾಯಿಸಿಕೊಂಡಿದ್ದಾರೆ. [826,497,955,608]
fiba-champions-photo [577,1056,1115,1376]
paragraph: ಒಂದು ದೇಶದಲ್ಲಿ ಹೆಚ್ಚು ಜನರು ಶಿಕ್ಷಣ ಪಡೆದಷ್ಟೂ ಆ ದೇಶದ ಭವಿಷ್ಯ ಉಜ್ವಲ. ಸಾಕ್ಷರತೆ ಹೆಚ್ಚಿಸಲು ಮಾಡುವ ಪ್ರಯತ್ನಗಳನ್ನು ಮಾಡಲು ಜನರನ್ನು ಪ್ರೇರೇಪಿಸುವುದು ಈ ದಿನವನ್ನು ಆಚರಿಸುವ ಉದ್ದೇಶವು. [545,612,674,724]
paragraph: ಮತ್ತು ಏರಿದ ರಫ್ತು ಸುಂಕಗಳ ನಡುವೆ, ಜೈಪುರ ರಗ್ಸ್ ಗ್ರಾಹಕ ಕೇಂದ್ರಿತ ಹೆಜ್ಜೆ ಇಟ್ಟಿದೆ: ಇತಿಹಾಸದಲ್ಲೇ ಮೊದಲ ಬಾರಿಗೆ ನೇರ ಮಾರಾಟ ಉತ್ಸವ ಆಯೋಜಿಸಿದ್ದು, ಶೇ.60ರ ವರೆಗೆ ರಿಯಾಯಿತಿ ಘೋಷಿಸಿದೆ. [765,1581,1113,1709]
ingredient: ಬೆಳ್ಳುಳ್ಳಿ 4 ರಿಂದ 5 ಎಸಳು, ಜೀರಿಗೆ 1 ಚಮಚ [1138,1870,1322,1886]
ingredient: ಬೆಲ್ಲ ½ ಚಮಚ, ರುಚಿಗೆ ತಕ್ಕಷ್ಟು ಉಪ್ಪು [1138,1910,1298,1925]
column-rule [400,135,401,1031]
paragraph: ಮುಂಬಯಿ ಸುಮಾರು 200 ಅಪ್ರತಿಮ ನೇಕಾರರು, ಗ್ರಾಮೀಣ ಕಲಾವಿದರ ಕೈಚಳಕದಿಂದ ರೂಪುಗೊಂಡ 250 ಕ್ಕೂ ಹೆಚ್ಚು ಹೊಸ ವಿನ್ಯಾಸಗಳು ಈ ಬಾರಿಯ ಆಕರ್ಷಣೆ. 2,000 ಕ್ಕೂ ಹೆಚ್ಚು ಗಂಟೆಗಳ ಶ್ರಮದಿಂದ ಸಿದ್ಧವಾದ (30950 ಗಂಟು) ರತ್ನಗಂಬಳಿಯೂ ಪ್ರದರ್ಶನದಲ್ಲಿದೆ. [585,1581,933,1709]
paragraph: ಭಾರತದಲ್ಲಿ ಆಂಧ್ರಪ್ರದೇಶವು ಶೇ.67.4 ರ ಸಾಕ್ಷರತಾ ಪ್ರಮಾಣವನ್ನು ಹೊಂದಿದ್ದು, ಇದು ದೇಶದಲ್ಲೇ ಅತ್ಯಂತ ಕಡಿಮೆ. ಪ್ರಪಂಚದಾದ್ಯಂತ ಜನರು ಶಿಕ್ಷಣ ಪಡೆದು ಭವಿಷ್ಯವನ್ನು ಖಚಿತಪಡಿಸಿಕೊಳ್ಳುವುದು ಅಗತ್ಯ. [405,629,534,740]
masthead-left: ಸಂಜ [690,82,750,122]
rashmika-side-text [1133,1090,1279,1306]
youtube-icon: ▶ [168,105,183,120]
instagram-icon: ◉ [129,105,145,120]
hpv-headline-banner [405,1806,1113,1856]
literacy-center-article [405,240,955,1029]
earache-photo [230,1763,390,1974]
paragraph: ಸೆಮಿ ಸಿಇಒ ಮತ್ತು ಅಧ್ಯಕ್ಷ ಅಜಿತ್ ಮನೋಚಾ ಮಾತನಾಡಿ “ಸೆಮಿಕಾನ್ ಇಂಡಿಯಾ 2025 ಅದ್ಭುತ ಯಶಸ್ಸು ಕಾಣಲು ಸರ್ಕಾರವು ಪ್ರಮುಖ ಪಾತ್ರ ವಹಿಸಿದೆ. 2026 ರ ಬಗ್ಗೆ ನಾವು ಅತ್ಯಂತ ಉತ್ಸುಕರಾಗಿದ್ದೇವೆ. ಕೆಲಸ ಆರಂಭವಾಗಿದೆ ಮತ್ತು ಸೆಮಿಕಾನ್ ಇಂಡಿಯಾವನ್ನು ನಾವು ಹೊಸ ಎತ್ತರಕ್ಕೆ ಕೊಂಡೊಯ್ಯಲಿದ್ದೇವೆ” ಎಂದು ಅವರು ಹೇಳಿದರು. [396,1128,566,1271]
drop-cap: ಅಂ [31,387,69,422]
paragraph: ಅನಕ್ಷರತೆಯನ್ನು ತೊಡೆದುಹಾಕುವುದು ಮತ್ತು ಕ್ರಿಯಾತ್ಮಕ ಸಾಕ್ಷರತೆ ಮತ್ತು ಆಜೀವ ಕಲಿಕೆಯ ಮೂಲಕ ವಯಸ್ಕ ಶಿಕ್ಷಣವನ್ನು ಒದಗಿಸುವುದು ಇದರ ಗುರಿಯಾಗಿತ್ತು. [686,415,815,510]
health-body-text [31,1981,397,2304]
jaipur-headline: ಜೈಪುರ ರಗ್ಸ್ ರಗ್ ಉತ್ಸವ 2025 [539,1515,994,1564]
paragraph: ರಾಷ್ಟ್ರೀಯ ಶಿಕ್ಷಣ ನೀತಿ 2020 ವಯಸ್ಕರ ಶಿಕ್ಷಣ ಮತ್ತು ಆಜೀವ ಕಲಿಕೆಯ ಶಿಫಾರಸುಗಳನ್ನು ಒಳಗೊಂಡಿದೆ. [686,515,815,577]
paragraph: ಸಹಾಯ ಮಾಡಲು ಕೆಲಸಕ್ಕೆ ಕಳುಹಿಸಲಾಗುತ್ತದೆ. ಹೀಗಾಗಿ, ಇಲ್ಲಿ ಸಾಕ್ಷರತೆಗೆ ಅಡ್ಡಿಯಾಗುವ ಹಲವು ವಿಷಯಗಳಿವೆ. [405,242,534,303]
paragraph: ಸುಪ್ರೀಂ ಕೋರ್ಟ್‌ನ ನಿವೃತ್ತ ನ್ಯಾಯಮೂರ್ತಿ ಶಿವರಾಜ್ ಪಿ. ಪಾಟೀಲ್, ಸ್ಪರ್ಶ ಗ್ರೂಪ್ ಆಫ್ ಆಸ್ಪತ್ರೆಯ ಛೇರ್ಮನ್ ಡಾ. ಶರಣ್ ಪಾಟೀಲ್, ಹಿರಿಯ ವಕೀಲ ಬಸವ ಪ್ರಭು ಎಸ್. ಪಾಟೀಲ್ ಮತ್ತಿತರರು ಈ ಸಂದರ್ಭದಲ್ಲಿ ಉಪಸ್ಥಿತರಿದ್ದರು. [961,532,1227,758]
fiba-podium-text: FIBA U16 ASIA CUP 2025 [714,1312,977,1334]
black-mark [100,2350,111,2398]
literacy-headline-banner [405,138,955,230]
lead-text: ತರರಾಷ್ಟ್ರೀಯ ಸಾಕ್ಷರತಾ ದಿನವನ್ನು ಪ್ರತಿ ವರ್ಷ ಸೆಪ್ಟೆಂಬರ್ 8 ರಂದು ಆಚರಿಸಲಾಗುತ್ತದೆ. ಶಿಕ್ಷಣದ ಹಕ್ಕು ಮತ್ತು ಸಾಕ್ಷರತೆಯ ಮಹತ್ವದ ಬಗ್ಗೆ ಜಾಗೃತಿ ಮೂಡಿಸುವುದು ಈ ದಿನದ ಉದ್ದೇಶವಾಗಿದೆ. [31,388,208,466]
paragraph: ಸ್ವಾಮೀಜಿಯವರು ಆಶೀರ್ವಚನ ನೀಡಿ, ಆರೋಗ್ಯ ಸೇವೆ ಎಂದರೆ ದೇವರ ಸೇವೆ; ಬಡವರಿಗೆ ಇಂತಹ ಆಸ್ಪತ್ರೆಗಳಿಂದ ಹೆಚ್ಚಿನ ಅನುಕೂಲವಾಗಲಿದೆ ಎಂದು ಹಾರೈಸಿದರು. [1239,632,1367,726]
paragraph: ಈ ಬಗ್ಗೆ ಇಬ್ಬರೂ ತಾರೆಯರು ಪ್ರತಿಕ್ರಿಯೆ ನೀಡಿಲ್ಲವಾದರೂ, ಆಪ್ತ ವಲಯದ ಮೂಲಗಳು ಸುದ್ದಿಯನ್ನು ಪುಷ್ಟೀಕರಿಸಿವೆ ಎಂದು ವರದಿಯಾಗಿದೆ. [1326,1366,1508,1411]
headline-text: ರಶ್ಮಿಕಾ ಬೆರಳಲ್ಲಿ ನಿಶ್ಚಿತಾರ್ಥದ ಉಂಗುರ [1150,1041,1490,1072]
paragraph: ನುರಿತ ವೈದ್ಯರು, ಪರಿಣತ ಶುಶ್ರೂಷಕರ ತಂಡ ದಿನದ 24 ಗಂಟೆಯೂ ಸೇವೆ ಒದಗಿಸಲಿದ್ದು, ಅತ್ಯಾಧುನಿಕ ರೋಬೋಟಿಕ್ ಶಸ್ತ್ರಚಿಕಿತ್ಸೆ, ಕ್ಯಾನ್ಸರ್ ಚಿಕಿತ್ಸೆ ಹಾಗೂ ಅಂಗಾಂಗ ಕಸಿ ಸೌಲಭ್ಯಗಳೂ ಶೀಘ್ರ ಲಭ್ಯವಾಗಲಿವೆ ಎಂದು ವೈದ್ಯಕೀಯ ನಿರ್ದೇಶಕರು ತಿಳಿಸಿದರು. [1239,532,1506,760]
magenta-mark [1382,2350,1393,2398]
